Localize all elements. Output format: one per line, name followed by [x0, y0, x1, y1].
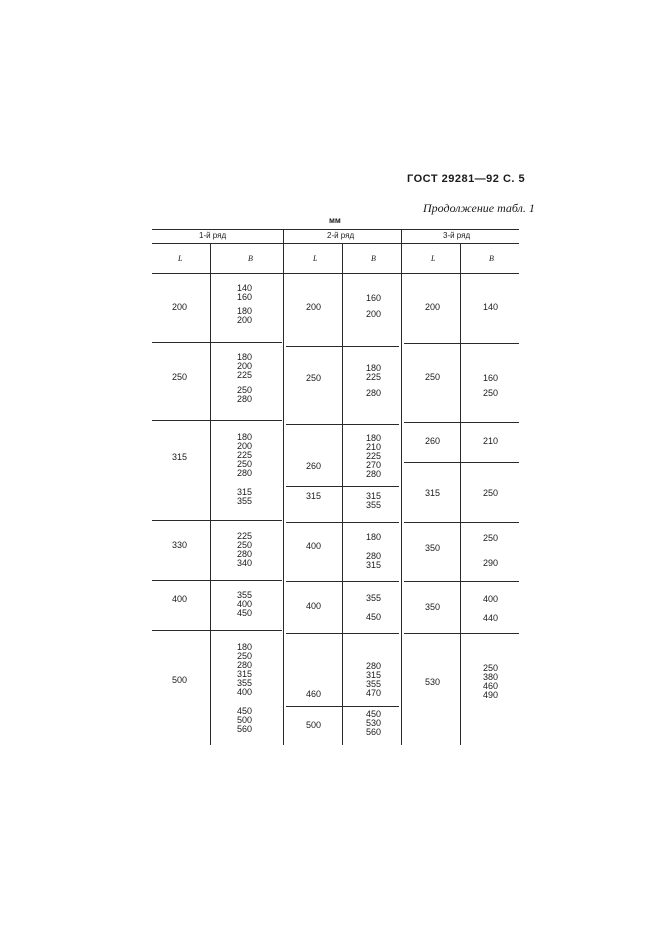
row-3-r3-L-b: 315 — [425, 488, 441, 498]
col-header-B-1: B — [248, 254, 253, 263]
row-2-r1-B: 180 200 225 250 280 — [237, 352, 253, 404]
table-continuation: Продолжение табл. 1 — [423, 201, 535, 215]
row-3-r2-B: 180 210 225 270 280 315 355 — [366, 433, 382, 510]
row-4-r3-L: 350 — [425, 543, 441, 553]
row-4-r2-L: 400 — [306, 541, 322, 551]
row-1-r2-L: 200 — [306, 302, 322, 312]
row-1-r3-L: 200 — [425, 302, 441, 312]
row-6-r1-B: 180 250 280 315 355 400 450 500 560 — [237, 642, 253, 734]
row-1-r1-L: 200 — [172, 302, 188, 312]
row-3-r1-L: 315 — [172, 452, 188, 462]
row-3-r2-L-a: 260 — [306, 461, 322, 471]
standard-reference: ГОСТ 29281—92 С. 5 — [407, 173, 526, 185]
group-header-2: 2-й ряд — [327, 231, 355, 240]
row-5-r2-B: 355 450 — [366, 593, 382, 622]
col-header-B-3: B — [489, 254, 494, 263]
col-header-L-3: L — [431, 254, 436, 263]
row-1-r3-B: 140 — [483, 302, 499, 312]
row-2-r3-B: 160 250 — [483, 373, 499, 398]
row-6-r3-B: 250 380 460 490 — [483, 663, 499, 700]
row-3-r3-L-a: 260 — [425, 436, 441, 446]
col-header-B-2: B — [371, 254, 376, 263]
row-5-r3-L: 350 — [425, 602, 441, 612]
row-5-r1-B: 355 400 450 — [237, 590, 253, 618]
row-3-r3-B-b: 250 — [483, 488, 499, 498]
col-header-L-1: L — [178, 254, 183, 263]
row-4-r2-B: 180 280 315 — [366, 532, 382, 570]
row-4-r1-B: 225 250 280 340 — [237, 531, 253, 568]
row-5-r1-L: 400 — [172, 594, 188, 604]
row-1-r1-B: 140 160 180 200 — [237, 283, 253, 325]
row-2-r2-L: 250 — [306, 373, 322, 383]
row-2-r3-L: 250 — [425, 372, 441, 382]
group-header-1: 1-й ряд — [199, 231, 227, 240]
col-header-L-2: L — [313, 254, 318, 263]
row-1-r2-B: 160 200 — [366, 293, 382, 319]
row-3-r1-B: 180 200 225 250 280 315 355 — [237, 432, 253, 506]
row-3-r3-B-a: 210 — [483, 436, 499, 446]
group-header-3: 3-й ряд — [443, 231, 471, 240]
row-2-r1-L: 250 — [172, 372, 188, 382]
row-4-r3-B: 250 290 — [483, 533, 499, 568]
row-6-r1-L: 500 — [172, 675, 188, 685]
row-6-r3-L: 530 — [425, 677, 441, 687]
row-4-r1-L: 330 — [172, 540, 188, 550]
row-6-r2-L-a: 460 — [306, 689, 322, 699]
row-2-r2-B: 180 225 280 — [366, 363, 382, 398]
row-5-r2-L: 400 — [306, 601, 322, 611]
row-5-r3-B: 400 440 — [483, 594, 499, 623]
row-6-r2-B: 280 315 355 470 450 530 560 — [366, 661, 382, 737]
row-6-r2-L-b: 500 — [306, 720, 322, 730]
unit-label: мм — [329, 216, 341, 225]
row-3-r2-L-b: 315 — [306, 491, 322, 501]
